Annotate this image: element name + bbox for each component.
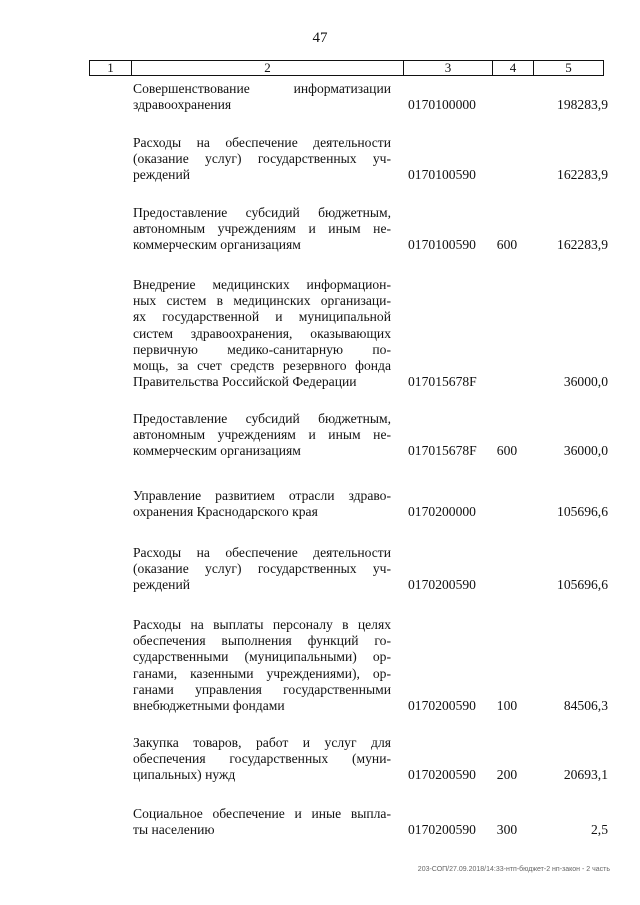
row-code: 0170200000: [408, 504, 476, 520]
description-line: Предоставление субсидий бюджетным,: [133, 205, 391, 220]
description-line: Расходы на обеспечение деятельности: [133, 135, 391, 150]
table-header: [89, 60, 604, 76]
row-amount: 36000,0: [563, 374, 608, 390]
row-amount: 162283,9: [557, 237, 608, 253]
header-col-4: 4: [492, 61, 533, 75]
description-line: Управление развитием отрасли здраво-: [133, 488, 391, 503]
header-col-5: 5: [533, 61, 603, 75]
row-description: [133, 806, 391, 838]
description-line: реждений: [133, 167, 190, 183]
description-line: (оказание услуг) государственных уч-: [133, 561, 391, 577]
header-col-1: 1: [107, 60, 114, 75]
description-line: Совершенствование информатизации: [133, 81, 391, 96]
row-code: 0170200590: [408, 822, 476, 838]
description-line: коммерческим организациям: [133, 237, 301, 253]
description-line: коммерческим организациям: [133, 443, 301, 459]
row-description: [133, 205, 391, 254]
description-line: ганами управления государственными: [133, 681, 391, 697]
row-expense-type: 200: [496, 767, 518, 783]
description-line: систем здравоохранения, оказывающих: [133, 325, 391, 341]
page-number: 47: [312, 30, 328, 46]
row-description: [133, 617, 391, 714]
description-line: (оказание услуг) государственных уч-: [133, 151, 391, 167]
row-amount: 105696,6: [557, 504, 608, 520]
row-amount: 36000,0: [563, 443, 608, 459]
description-line: реждений: [133, 577, 190, 593]
row-amount: 20693,1: [563, 767, 608, 783]
description-line: сударственными (муниципальными) ор-: [133, 649, 391, 665]
description-line: Правительства Российской Федерации: [133, 374, 357, 390]
description-line: Социальное обеспечение и иные выпла-: [133, 806, 391, 821]
row-code: 017015678F: [408, 443, 477, 459]
description-line: ты населению: [133, 822, 215, 838]
description-line: ях государственной и муниципальной: [133, 309, 391, 325]
row-amount: 84506,3: [563, 698, 608, 713]
row-code: 0170200590: [408, 698, 476, 713]
description-line: охранения Краснодарского края: [133, 504, 318, 520]
description-line: внебюджетными фондами: [133, 698, 285, 714]
row-code: 0170200590: [408, 577, 476, 593]
row-expense-type: 600: [496, 237, 518, 253]
row-code: 0170100590: [408, 237, 476, 253]
description-line: автономным учреждениям и иным не-: [133, 221, 391, 237]
description-line: здравоохранения: [133, 97, 232, 113]
description-line: Внедрение медицинских информацион-: [133, 277, 391, 292]
description-line: мощь, за счет средств резервного фонда: [133, 358, 391, 374]
footer-stamp: 203-СОП/27.09.2018/14:33-нтп-бюджет-2 нп-закон - 2 часть: [417, 866, 610, 873]
row-amount: 162283,9: [557, 167, 608, 183]
row-description: [133, 81, 391, 113]
row-amount: 198283,9: [557, 97, 608, 113]
description-line: ципальных) нужд: [133, 767, 236, 783]
description-line: ганами, казенными учреждениями), ор-: [133, 665, 391, 681]
row-expense-type: 300: [496, 822, 518, 838]
row-amount: 2,5: [591, 822, 608, 838]
description-line: автономным учреждениям и иным не-: [133, 427, 391, 443]
row-expense-type: 100: [496, 698, 518, 713]
row-description: [133, 735, 391, 784]
header-col-3: 3: [403, 61, 492, 75]
row-code: 017015678F: [408, 374, 477, 390]
row-amount: 105696,6: [557, 577, 608, 593]
row-description: [133, 488, 391, 520]
description-line: обеспечения государственных (муни-: [133, 751, 391, 767]
description-line: обеспечения выполнения функций го-: [133, 633, 391, 649]
row-description: [133, 545, 391, 594]
description-line: ных систем в медицинских организаци-: [133, 293, 391, 309]
row-expense-type: 600: [496, 443, 518, 459]
row-code: 0170200590: [408, 767, 476, 783]
description-line: Расходы на выплаты персоналу в целях: [133, 617, 391, 632]
description-line: Закупка товаров, работ и услуг для: [133, 735, 391, 750]
row-code: 0170100000: [408, 97, 476, 113]
row-description: [133, 277, 391, 390]
row-code: 0170100590: [408, 167, 476, 183]
description-line: первичную медико-санитарную по-: [133, 341, 391, 357]
row-description: [133, 135, 391, 184]
row-description: [133, 411, 391, 460]
description-line: Предоставление субсидий бюджетным,: [133, 411, 391, 426]
description-line: Расходы на обеспечение деятельности: [133, 545, 391, 560]
header-col-2: 2: [131, 61, 403, 75]
